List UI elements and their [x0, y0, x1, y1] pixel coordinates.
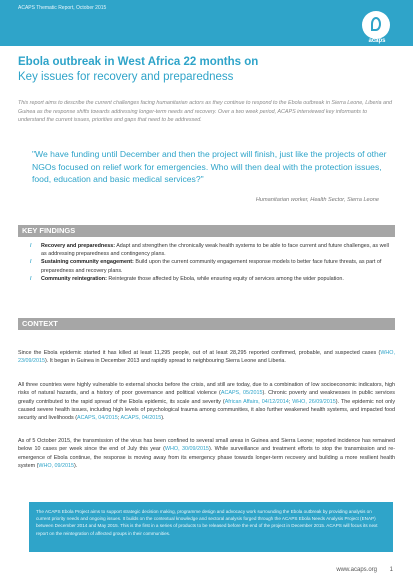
finding-label: Sustaining community engagement: [41, 259, 134, 266]
finding-text: Build upon the current community engagement response models to better face future threats, as part of preparedness and recovery plans. [41, 259, 382, 274]
text-run: ). [161, 415, 165, 422]
text-run: ). While surveillance and treatment efforts to stop the transmission and re-emergence of Ebola continue, the response is moving away from its emergency phase towards longer-term recovery and building a more resilient health system ( [18, 446, 395, 469]
text-run: ; [288, 398, 293, 405]
text-run: ). [74, 462, 78, 469]
acaps-logo-icon[interactable] [362, 11, 390, 39]
reference-link[interactable]: ACAPS, 05/2015 [220, 390, 263, 397]
finding-label: Community reintegration: [41, 275, 107, 282]
reference-link[interactable]: ACAPS, 04/2015 [77, 415, 118, 422]
logo-mark-icon [371, 17, 381, 31]
slash-marker-icon: / [30, 275, 32, 282]
header-banner [0, 0, 413, 46]
report-label: ACAPS Thematic Report, October 2015 [18, 5, 107, 11]
text-run: ). The epidemic not only caused severe health issues, including high levels of psychological trauma among communities, it also further weakened health systems, and impacted food security and livelihoods ( [18, 398, 396, 422]
reference-link[interactable]: African Affairs, 04/12/2014 [224, 398, 289, 405]
page-title: Ebola outbreak in West Africa 22 months on [18, 56, 259, 68]
project-info-box [29, 502, 393, 552]
intro-paragraph: This report aims to describe the current challenges facing humanitarian actors as they continue to respond to the Ebola outbreak in Sierra Leone, Liberia and Guinea as the response shifts towards addressing longer-term needs and recovery. Over a two week period, ACAPS interviewed key informants to understand the current issues, priorities and gaps that need to be addressed. [18, 100, 392, 123]
slash-marker-icon: / [30, 259, 32, 266]
quote-attribution: Humanitarian worker, Health Sector, Sierra Leone [255, 197, 379, 203]
reference-link[interactable]: WHO, 30/09/2015 [164, 446, 209, 453]
list-item [30, 258, 394, 274]
project-info-text: The ACAPS Ebola Project aims to support strategic decision making, programme design and advocacy work surrounding the Ebola outbreak by providing analysis on current priority needs and ongoing issues. It builds on the contextual knowledge and sectoral analysis forged through the ACAPS Ebola Needs Analysis Project (ENAP) between December 2014 and May 2015. This is the first in a series of products to be released before the end of the project in December 2015. ACAPS will focus its next report on the reintegration of affected groups in their communities. [36, 509, 378, 536]
text-run: ; [117, 415, 121, 422]
reference-link[interactable]: WHO, 23/09/2015 [18, 350, 395, 365]
pull-quote: "We have funding until December and then the project will finish, just like the projects of other NGOs focused on relief work for emergencies. Who will then deal with the protection issues, food, education and basic medical services?" [32, 149, 387, 185]
context-paragraph-3 [18, 437, 395, 470]
reference-link[interactable]: ACAPS, 04/2015 [120, 415, 162, 422]
slash-marker-icon: / [30, 243, 32, 249]
finding-text: Adapt and strengthen the chronically weak health systems to be able to face current and future challenges, as well as addressing preparedness and contingency plans. [41, 243, 389, 258]
website-link[interactable]: www.acaps.org [336, 567, 377, 573]
page-number: 1 [389, 567, 393, 573]
list-item [30, 275, 394, 283]
context-paragraph-2 [18, 381, 395, 422]
text-run: ). It began in Guinea in December 2013 and rapidly spread to neighbouring Sierra Leone and Liberia. [44, 358, 286, 365]
key-findings-list [30, 242, 394, 283]
text-run: ). Chronic poverty and weaknesses in public services greatly contributed to the rapid spread of the Ebola epidemic, its scale and severity ( [18, 390, 395, 405]
reference-link[interactable]: WHO, 09/2015 [38, 462, 75, 469]
list-item [30, 242, 394, 258]
text-run: Since the Ebola epidemic started it has killed at least 11,295 people, out of at least 28,295 reported confirmed, probable, and suspected cases ( [18, 350, 381, 356]
finding-label: Recovery and preparedness: [41, 243, 116, 249]
key-findings-heading: KEY FINDINGS [22, 226, 76, 235]
finding-text: Reintegrate those affected by Ebola, while ensuring equity of services among the wider population. [106, 275, 344, 282]
context-header [18, 318, 395, 330]
logo-text: acaps [368, 38, 386, 44]
text-run: As of 5 October 2015, the transmission of the virus has been confined to several small areas in Guinea and Sierra Leone; reported incidence has remained below 10 cases per week since the end of July this year ( [18, 438, 395, 453]
key-findings-header [18, 225, 395, 237]
reference-link[interactable]: WHO, 26/09/2015 [292, 398, 336, 405]
page-subtitle: Key issues for recovery and preparedness [18, 71, 234, 83]
context-heading: CONTEXT [22, 319, 58, 328]
text-run: All three countries were highly vulnerable to external shocks before the crisis, and still are today, due to a combination of low socioeconomic indicators, high risks of natural hazards, and a history of poor governance and political violence ( [18, 382, 395, 397]
context-paragraph-1 [18, 349, 395, 366]
